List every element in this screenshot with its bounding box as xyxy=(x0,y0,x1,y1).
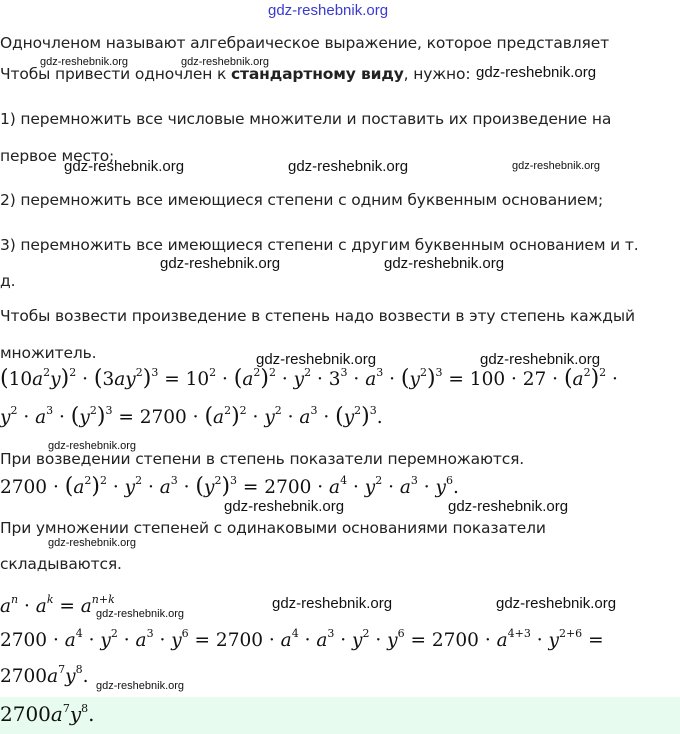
watermark: gdz-reshebnik.org xyxy=(96,608,185,620)
watermark: gdz-reshebnik.org xyxy=(96,680,185,692)
answer-box xyxy=(0,697,680,734)
power-product-rule: Чтобы возвести произведение в степень надо возвести в эту степень каждый xyxy=(0,307,635,325)
watermark: gdz-reshebnik.org xyxy=(288,158,409,175)
power-product-rule-cont: множитель. xyxy=(0,344,97,362)
watermark: gdz-reshebnik.org xyxy=(224,498,345,515)
watermark: gdz-reshebnik.org xyxy=(512,160,601,172)
rule-step-1: 1) перемножить все числовые множители и поставить их произведение на xyxy=(0,110,612,128)
watermark: gdz-reshebnik.org xyxy=(480,351,601,368)
watermark: gdz-reshebnik.org xyxy=(384,255,505,272)
same-base-rule-cont: складываются. xyxy=(0,555,122,573)
watermark: gdz-reshebnik.org xyxy=(64,158,185,175)
watermark: gdz-reshebnik.org xyxy=(496,595,617,612)
watermark: gdz-reshebnik.org xyxy=(48,440,137,452)
equation-line-2: $y^2 \cdot a^3 \cdot (y^2)^3 = 2700 \cdot (a^2)^2 \cdot y^2 \cdot a^3 \cdot (y^2)^3$. xyxy=(0,404,383,429)
watermark: gdz-reshebnik.org xyxy=(256,351,377,368)
watermark: gdz-reshebnik.org xyxy=(48,537,137,549)
final-answer: $2700a^7y^8$. xyxy=(0,702,95,726)
watermark: gdz-reshebnik.org xyxy=(272,595,393,612)
same-base-rule: При умножении степеней с одинаковыми основаниями показатели xyxy=(0,519,546,537)
watermark: gdz-reshebnik.org xyxy=(40,56,129,68)
equation-line-3: $2700 \cdot (a^2)^2 \cdot y^2 \cdot a^3 \cdot (y^2)^3 = 2700 \cdot a^4 \cdot y^2 \cdot a^3 \cdot y^6$. xyxy=(0,474,459,499)
definition-text: Одночленом называют алгебраическое выражение, которое представляет xyxy=(0,34,609,52)
watermark: gdz-reshebnik.org xyxy=(476,64,597,81)
rule-step-3-cont: д. xyxy=(0,272,16,290)
rule-step-1-cont: первое место; xyxy=(0,147,115,165)
rule-step-2: 2) перемножить все имеющиеся степени с одним буквенным основанием; xyxy=(0,191,604,209)
standard-form-intro: Чтобы привести одночлен к стандартному виду, нужно: xyxy=(0,65,471,83)
equation-line-5: $2700a^7y^8$. xyxy=(0,663,89,687)
watermark: gdz-reshebnik.org xyxy=(448,498,569,515)
equation-line-4: $2700 \cdot a^4 \cdot y^2 \cdot a^3 \cdot y^6 = 2700 \cdot a^4 \cdot a^3 \cdot y^2 \cdot y^6 = 2700 \cdot a^{4+3} \cdot y^{2+6}$ = xyxy=(0,627,604,651)
rule-step-3: 3) перемножить все имеющиеся степени с другим буквенным основанием и т. xyxy=(0,236,639,254)
watermark: gdz-reshebnik.org xyxy=(181,56,270,68)
power-of-power-rule: При возведении степени в степень показатели перемножаются. xyxy=(0,450,525,468)
equation-line-1: $(10a^2y)^2 \cdot (3ay^2)^3 = 10^2 \cdot (a^2)^2 \cdot y^2 \cdot 3^3 \cdot a^3 \cdot (y^2)^3 = 100 \cdot 27 \cdot (a^2)^2$ · xyxy=(0,366,618,391)
watermark: gdz-reshebnik.org xyxy=(160,255,281,272)
watermark-link-top[interactable]: gdz-reshebnik.org xyxy=(268,2,389,19)
formula-exponent-sum: $a^n \cdot a^k = a^{n+k}$ xyxy=(0,593,115,617)
